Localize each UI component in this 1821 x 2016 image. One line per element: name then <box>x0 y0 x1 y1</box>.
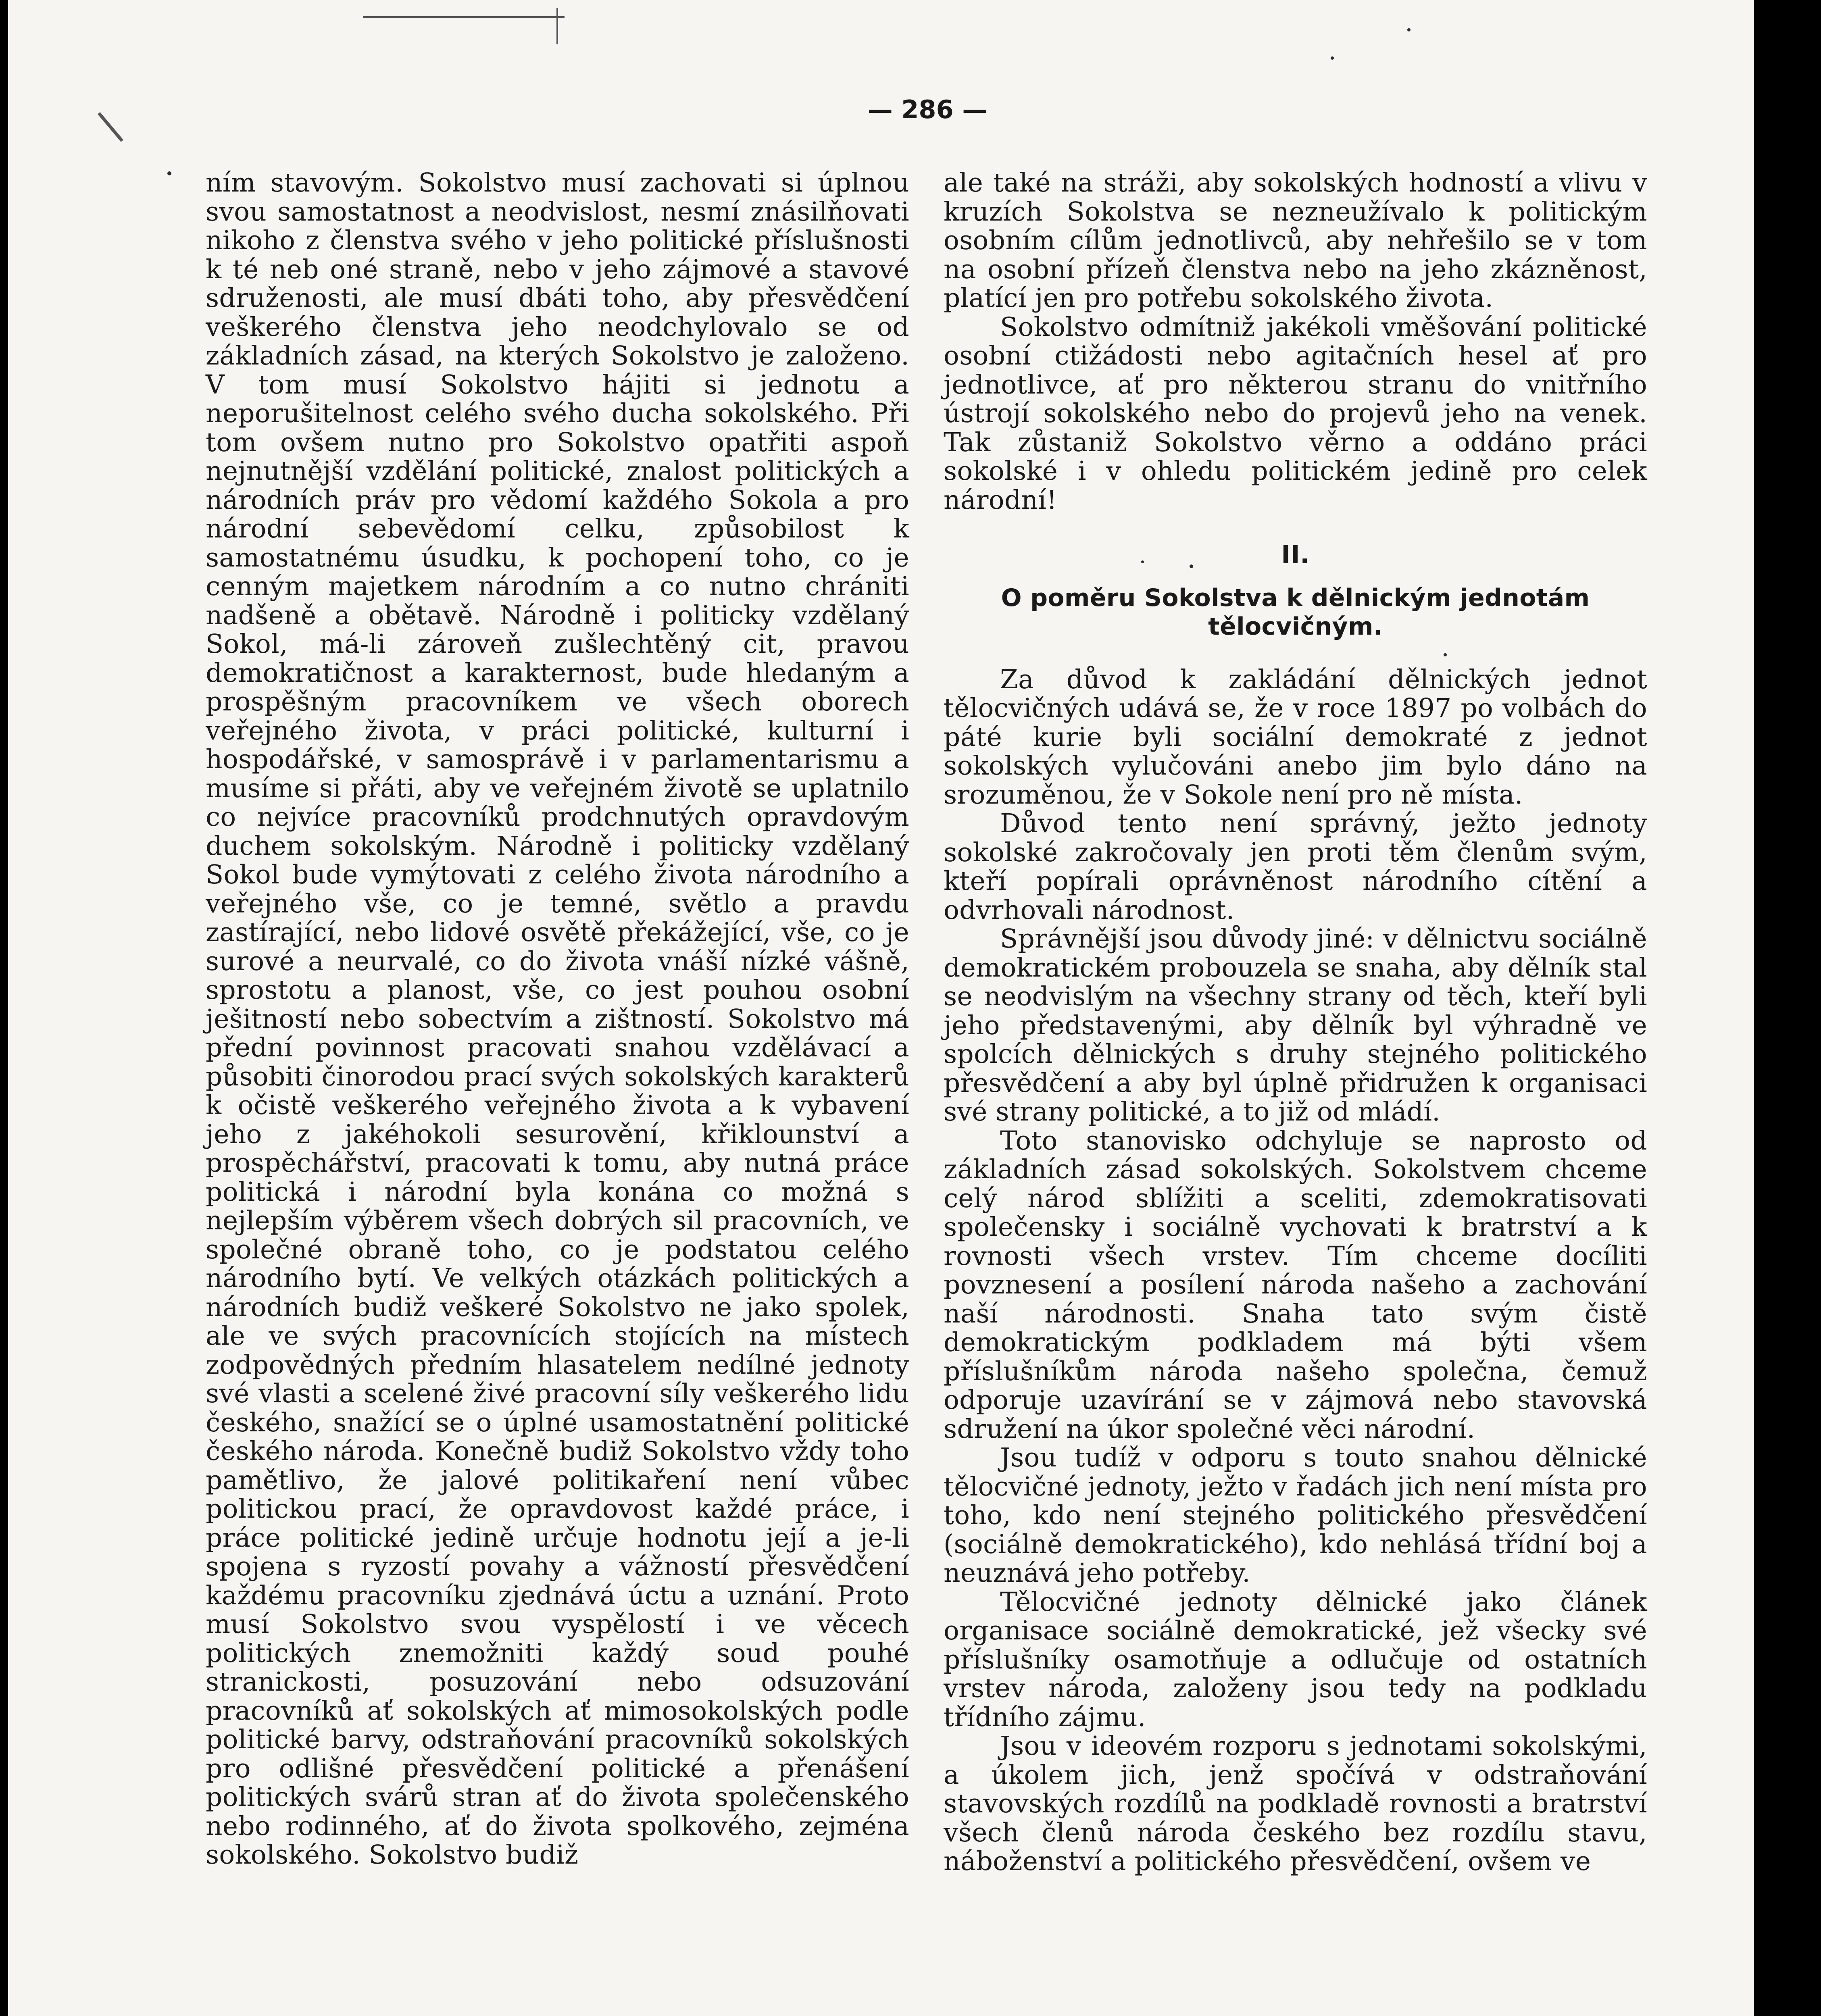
scan-speck <box>1407 28 1411 31</box>
scan-speck <box>1190 564 1193 568</box>
scan-speck <box>1141 560 1144 563</box>
scan-right-edge <box>1754 0 1821 2016</box>
scan-scratch-mark <box>98 112 123 142</box>
right-intro-paragraph-1: ale také na stráži, aby sokolských hodností a vlivu v kruzích Sokolstva se nezneužívalo k politickým osobním cílům jednotlivců, aby nehřešilo se v tom na osobní přízeň členstva nebo na jeho zkázněnost, platící jen pro potřebu sokolského života. <box>944 168 1647 313</box>
section-paragraph-3: Správnější jsou důvody jiné: v dělnictvu sociálně demokratickém probouzela se snaha, aby dělník stal se neodvislým na všechny strany od těch, kteří byli jeho představenými, aby dělník byl výhradně ve spolcích dělnických s druhy stejného politického přesvědčení a aby byl úplně přidružen k organisaci své strany politické, a to již od mládí. <box>944 924 1647 1127</box>
section-paragraph-5: Jsou tudíž v odporu s touto snahou dělnické tělocvičné jednoty, ježto v řadách jich není místa pro toho, kdo není stejného politického přesvědčení (sociálně demokratického), kdo nehlásá třídní boj a neuznává jeho potřeby. <box>944 1443 1647 1588</box>
section-paragraph-6: Tělocvičné jednoty dělnické jako článek organisace sociálně demokratické, jež všecky své příslušníky osamotňuje a odlučuje od ostatních vrstev národa, založeny jsou tedy na podkladu třídního zájmu. <box>944 1587 1647 1733</box>
scan-top-mark <box>363 16 565 18</box>
section-paragraph-4: Toto stanovisko odchyluje se naprosto od základních zásad sokolských. Sokolstvem chceme celý národ sblížiti a sceliti, zdemokratisovati společensky i sociálně vychovati k bratrství a k rovnosti všech vrstev. Tím chceme docíliti povznesení a posílení národa našeho a zachování naší národnosti. Snaha tato svým čistě demokratickým podkladem má býti všem příslušníkům národa našeho společna, čemuž odporuje uzavírání se v zájmová nebo stavovská sdružení na úkor společné věci národní. <box>944 1125 1647 1444</box>
section-paragraph-7: Jsou v ideovém rozporu s jednotami sokolskými, a úkolem jich, jenž spočívá v odstraňování stavovských rozdílů na podkladě rovnosti a bratrství všech členů národa českého bez rozdílu stavu, náboženství a politického přesvědčení, ovšem ve <box>944 1731 1647 1876</box>
right-intro-paragraph-2: Sokolstvo odmítniž jakékoli vměšování politické osobní ctižádosti nebo agitačních hesel ať pro jednotlivce, ať pro některou stranu do vnitřního ústrojí sokolského nebo do projevů jeho na venek. Tak zůstaniž Sokolstvo věrno a oddáno práci sokolské i v ohledu politickém jedině pro celek národní! <box>944 312 1647 515</box>
scan-speck <box>167 171 171 175</box>
document-page <box>8 0 1754 2016</box>
section-number: II. <box>1281 540 1310 569</box>
section-paragraph-1: Za důvod k zakládání dělnických jednot tělocvičných udává se, že v roce 1897 po volbách do páté kurie byli sociální demokraté z jednot sokolských vylučováni anebo jim bylo dáno na srozuměnou, že v Sokole není pro ně místa. <box>944 664 1647 810</box>
left-column <box>206 169 909 1870</box>
section-paragraph-2: Důvod tento není správný, ježto jednoty sokolské zakročovaly jen proti těm členům svým, kteří popírali oprávněnost národního cítění a odvrhovali národnost. <box>944 808 1647 925</box>
section-title: O poměru Sokolstva k dělnickým jednotám tělocvičným. <box>1001 583 1590 641</box>
page-number: — 286 — <box>867 95 988 124</box>
scan-speck <box>1444 653 1447 656</box>
scan-speck <box>1331 56 1334 60</box>
left-paragraph-1: ním stavovým. Sokolstvo musí zachovati si úplnou svou samostatnost a neodvislost, nesmí znásilňovati nikoho z členstva svého v jeho politické příslušnosti k té neb oné straně, nebo v jeho zájmové a stavové sdruženosti, ale musí dbáti toho, aby přesvědčení veškerého členstva jeho neodchylovalo se od základních zásad, na kterých Sokolstvo je založeno. V tom musí Sokolstvo hájiti si jednotu a neporušitelnost celého svého ducha sokolského. Při tom ovšem nutno pro Sokolstvo opatřiti aspoň nejnutnější vzdělání politické, znalost politických a národních práv pro vědomí každého Sokola a pro národní sebevědomí celku, způsobilost k samostatnému úsudku, k pochopení toho, co je cenným majetkem národním a co nutno chrániti nadšeně a obětavě. Národně i politicky vzdělaný Sokol, má-li zároveň zušlechtěný cit, pravou demokratičnost a karakternost, bude hledaným a prospěšným pracovníkem ve všech oborech veřejného života, v práci politické, kulturní i hospodářské, v samosprávě i v parlamentarismu a musíme si přáti, aby ve veřejném životě se uplatnilo co nejvíce pracovníků prodchnutých opravdovým duchem sokolským. Národně i politicky vzdělaný Sokol bude vymýtovati z celého života národního a veřejného vše, co je temné, světlo a pravdu zastírající, nebo lidové osvětě překážející, vše, co je surové a neurvalé, co do života vnáší nízké vášně, sprostotu a planost, vše, co jest pouhou osobní ješitností nebo sobectvím a zištností. Sokolstvo má přední povinnost pracovati snahou vzdělávací a působiti činorodou prací svých sokolských karakterů k očistě veškerého veřejného života a k vybavení jeho z jakéhokoli sesurovění, křiklounství a prospěchářství, pracovati k tomu, aby nutná práce politická i národní byla konána co možná s nejlepším výběrem všech dobrých sil pracovních, ve společné obraně toho, co je podstatou celého národního bytí. Ve velkých otázkách politických a národních budiž veškeré Sokolstvo ne jako spolek, ale ve svých pracovnících stojících na místech zodpovědných předním hlasatelem nedílné jednoty své vlasti a scelené živé pracovní síly veškerého lidu českého, snažící se o úplné usamostatnění politické českého národa. Konečně budiž Sokolstvo vždy toho pamětlivo, že jalové politikaření není vůbec politickou prací, že opravdovost každé práce, i práce politické jedině určuje hodnotu její a je-li spojena s ryzostí povahy a vážností přesvědčení každému pracovníku zjednává úctu a uznání. Proto musí Sokolstvo svou vyspělostí i ve věcech politických znemožniti každý soud pouhé stranickosti, posuzování nebo odsuzování pracovníků ať sokolských ať mimosokolských podle politické barvy, odstraňování pracovníků sokolských pro odlišné přesvědčení politické a přenášení politických svárů stran ať do života společenského nebo rodinného, ať do života spolkového, zejména sokolského. Sokolstvo budiž <box>206 168 909 1870</box>
right-column <box>944 169 1647 1876</box>
scan-top-mark <box>556 8 558 44</box>
